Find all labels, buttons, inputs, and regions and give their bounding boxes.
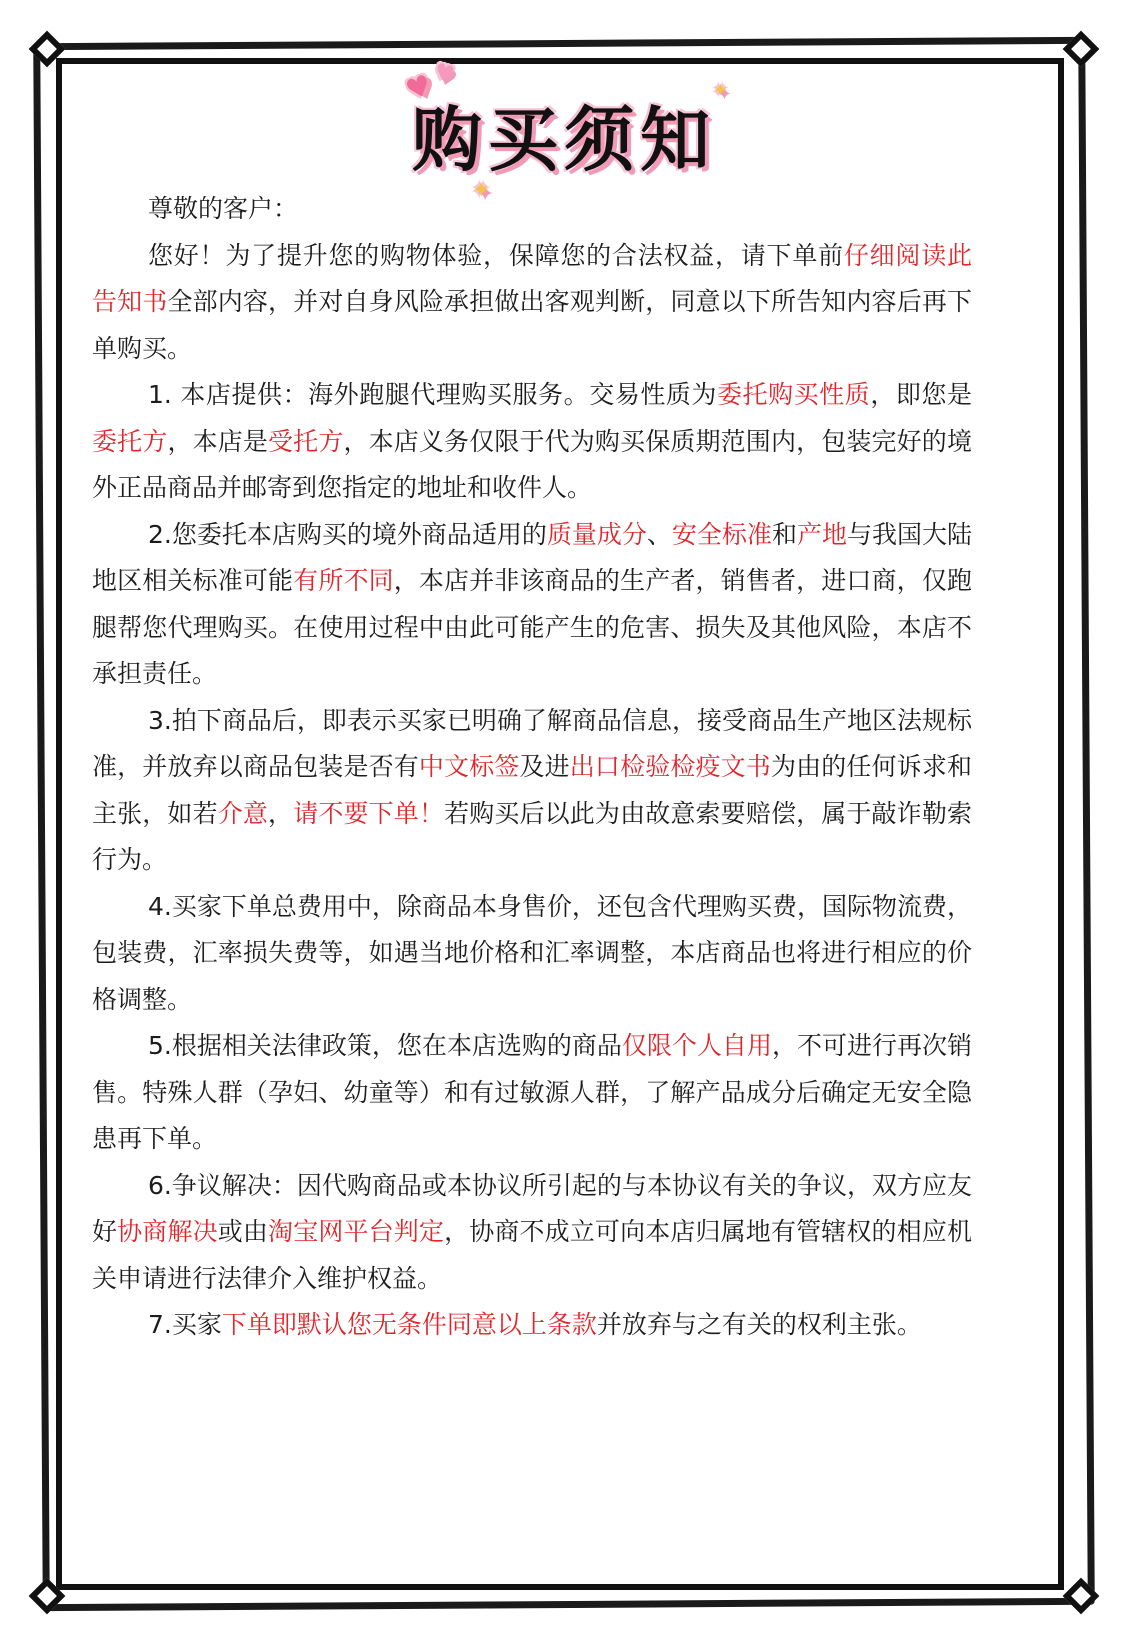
clause-6 — [92, 1163, 972, 1303]
highlight: 委托购买性质 — [716, 380, 871, 409]
highlight: 有所不同 — [293, 566, 394, 595]
highlight: 受托方 — [268, 426, 344, 456]
text: ，本店义务仅限于代为购买保质期范围内，包装完好的境外正品商品并邮寄到您指定的地址和收件人。 — [92, 426, 972, 502]
text: 您好！为了提升您的购物体验，保障您的合法权益，请下单前 — [148, 240, 844, 270]
highlight: 质量成分 — [546, 519, 647, 549]
clause-7 — [92, 1302, 972, 1349]
highlight: 下单即默认您无条件同意以上条款 — [221, 1310, 597, 1339]
highlight: 介意 — [217, 798, 269, 828]
clause-3 — [92, 698, 972, 884]
highlight: 仔细阅读此告知书 — [92, 240, 972, 316]
text: ，本店是 — [167, 426, 269, 456]
highlight: 委托方 — [92, 426, 168, 456]
highlight: 产地 — [796, 519, 847, 549]
text: 7.买家 — [148, 1310, 222, 1339]
text: 6.争议解决：因代购商品或本协议所引起的与本协议有关的争议，双方应友好 — [92, 1170, 972, 1246]
text: 5.根据相关法律政策，您在本店选购的商品 — [148, 1031, 622, 1060]
highlight: 仅限个人自用 — [621, 1031, 772, 1060]
clause-2 — [92, 512, 972, 698]
highlight: 安全标准 — [671, 519, 772, 549]
notice-body — [92, 186, 972, 1349]
clause-1 — [92, 372, 972, 512]
text: 3.拍下商品后，即表示买家已明确了解商品信息，接受商品生产地区法规标准，并放弃以商品包装是否有 — [92, 705, 972, 781]
salutation: 尊敬的客户： — [148, 194, 299, 223]
page-title-text: 购买须知 — [412, 99, 716, 181]
text: 、 — [646, 519, 672, 549]
text: 并放弃与之有关的权利主张。 — [596, 1310, 922, 1339]
text: 和 — [771, 519, 797, 549]
clause-5 — [92, 1023, 972, 1163]
text: 全部内容，并对自身风险承担做出客观判断，同意以下所告知内容后再下单购买。 — [92, 287, 972, 363]
text: 1. 本店提供：海外跑腿代理购买服务。交易性质为 — [148, 380, 717, 409]
heart-icon: ♥ — [431, 59, 463, 90]
highlight: 中文标签 — [418, 752, 520, 781]
highlight: 出口检验检疫文书 — [569, 752, 771, 781]
page-title — [401, 59, 734, 203]
title-area — [0, 59, 1128, 203]
text: 2.您委托本店购买的境外商品适用的 — [148, 519, 547, 549]
text: 若购买后以此为由故意索要赔偿，属于敲诈勒索行为。 — [92, 798, 972, 874]
intro-paragraph — [92, 233, 972, 373]
text: ，不可进行再次销售。特殊人群（孕妇、幼童等）和有过敏源人群，了解产品成分后确定无安全隐患再下单。 — [92, 1031, 972, 1153]
sparkle-icon: ✦ — [472, 178, 497, 203]
text: 或由 — [217, 1217, 269, 1246]
text: 为由的任何诉求和主张，如若 — [92, 752, 972, 828]
highlight: 淘宝网平台判定 — [268, 1217, 445, 1246]
text: ，即您是 — [870, 380, 972, 409]
text: ，协商不成立可向本店归属地有管辖权的相应机关申请进行法律介入维护权益。 — [92, 1217, 972, 1293]
clause-4 — [92, 884, 972, 1024]
text: 及进 — [519, 752, 570, 781]
text: ，本店并非该商品的生产者，销售者，进口商，仅跑腿帮您代理购买。在使用过程中由此可能产生的危害、损失及其他风险，本店不承担责任。 — [92, 566, 972, 688]
highlight: 协商解决 — [117, 1217, 218, 1246]
heart-icon: ♥ — [401, 65, 442, 108]
highlight: 请不要下单！ — [293, 798, 445, 828]
text: ， — [268, 798, 294, 828]
text: 与我国大陆地区相关标准可能 — [92, 519, 972, 595]
text: 4.买家下单总费用中，除商品本身售价，还包含代理购买费，国际物流费，包装费，汇率损失费等，如遇当地价格和汇率调整，本店商品也将进行相应的价格调整。 — [92, 891, 972, 1014]
sparkle-icon: ✦ — [712, 80, 734, 101]
